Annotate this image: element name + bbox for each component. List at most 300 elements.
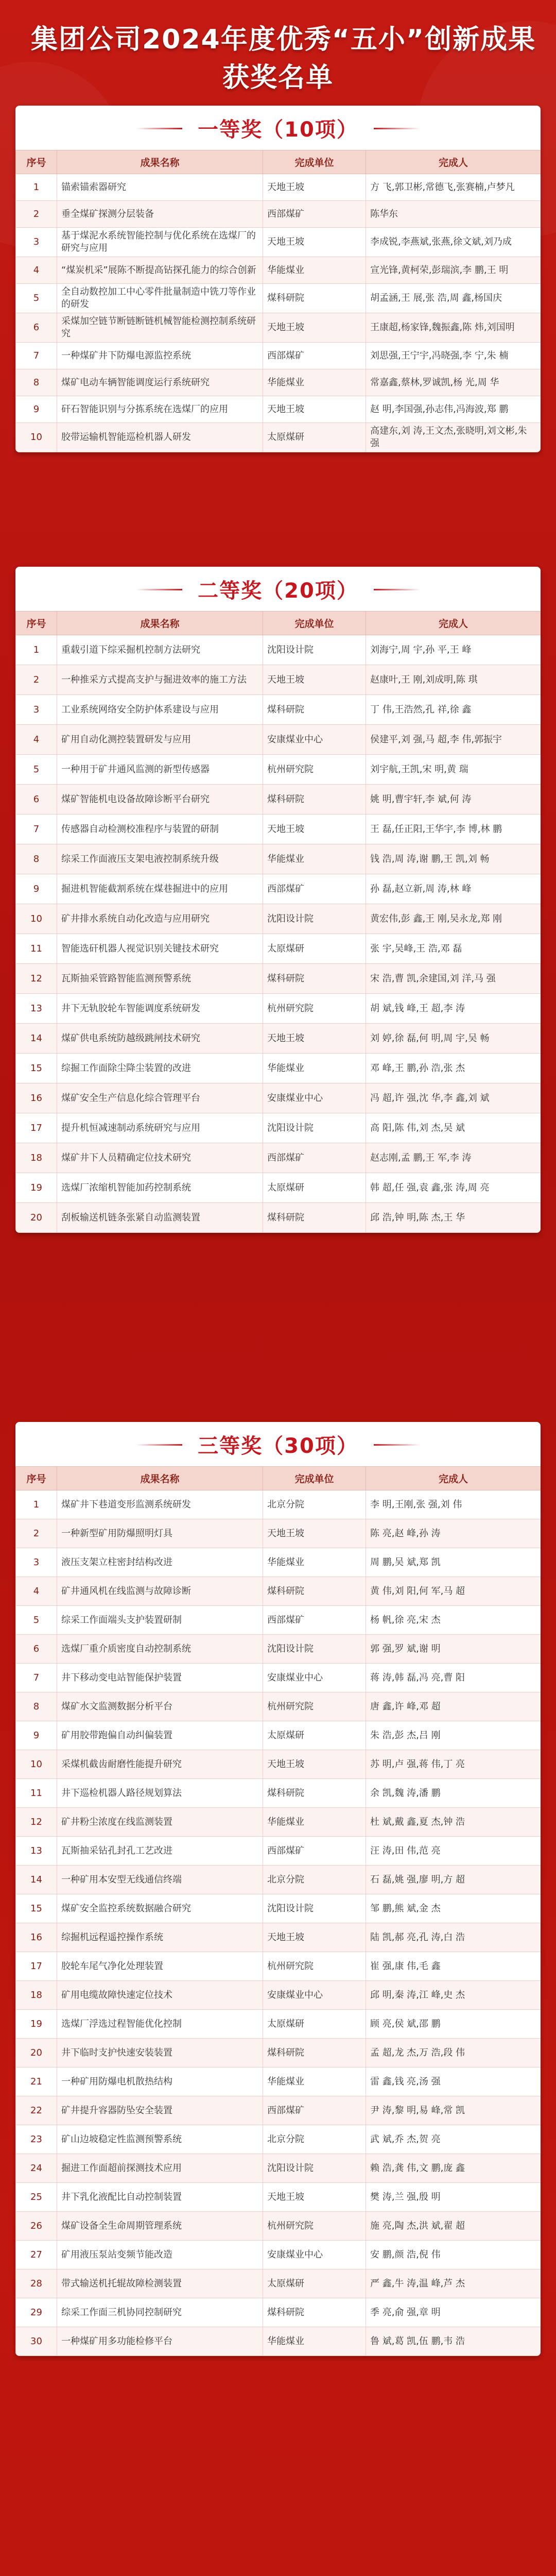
unit-name: 煤科研院	[263, 964, 366, 994]
achievement-name: 矿用液压泵站变频节能改造	[57, 2241, 263, 2269]
row-number: 2	[16, 665, 57, 695]
table-row	[16, 343, 541, 369]
team-members: 赵康叶,王 刚,刘成明,陈 琪	[366, 665, 541, 695]
achievement-name: 综掘工作面除尘降尘装置的改进	[57, 1054, 263, 1083]
unit-name: 天地王坡	[263, 815, 366, 844]
row-number: 4	[16, 1577, 57, 1606]
achievement-name: 采煤机截齿耐磨性能提升研究	[57, 1750, 263, 1779]
achievement-name: 传感器自动检测校准程序与装置的研制	[57, 815, 263, 844]
team-members: 石 磊,姚 强,廖 明,方 超	[366, 1866, 541, 1894]
row-number: 15	[16, 1054, 57, 1083]
achievement-name: 矿井排水系统自动化改造与应用研究	[57, 904, 263, 934]
unit-name: 太原煤研	[263, 2269, 366, 2298]
team-members: 赵 明,李国强,孙志伟,冯海波,郑 鹏	[366, 396, 541, 423]
team-members: 冯 超,许 强,沈 华,李 鑫,刘 斌	[366, 1083, 541, 1113]
achievement-name: 煤矿井下人员精确定位技术研究	[57, 1143, 263, 1173]
unit-name: 煤科研院	[263, 695, 366, 725]
row-number: 22	[16, 2096, 57, 2125]
team-members: 胡 斌,钱 峰,王 超,李 涛	[366, 994, 541, 1024]
team-members: 李成锐,李燕斌,张燕,徐文斌,刘乃成	[366, 228, 541, 257]
team-members: 邱 浩,钟 明,陈 杰,王 华	[366, 1203, 541, 1233]
achievement-name: 矿用胶带跑偏自动纠偏装置	[57, 1721, 263, 1750]
row-number: 15	[16, 1894, 57, 1923]
row-number: 10	[16, 423, 57, 452]
table-row	[16, 844, 541, 874]
achievement-name: 采煤加空链节断链断链机械智能检测控制系统研究	[57, 313, 263, 343]
achievement-name: 矿井通风机在线监测与故障诊断	[57, 1577, 263, 1606]
achievement-name: “煤炭机采”展陈不断提高钻探孔能力的综合创新	[57, 257, 263, 284]
team-members: 鲁 斌,葛 凯,伍 鹏,韦 浩	[366, 2327, 541, 2356]
team-members: 常嘉鑫,蔡林,罗诚凯,杨 光,周 华	[366, 369, 541, 396]
unit-name: 天地王坡	[263, 313, 366, 343]
unit-name: 西部煤矿	[263, 1837, 366, 1866]
unit-name: 太原煤研	[263, 1173, 366, 1203]
row-number: 30	[16, 2327, 57, 2356]
row-number: 8	[16, 844, 57, 874]
unit-name: 沈阳设计院	[263, 1894, 366, 1923]
unit-name: 太原煤研	[263, 423, 366, 452]
column-header-unit: 完成单位	[263, 1467, 366, 1490]
unit-name: 煤科研院	[263, 284, 366, 313]
team-members: 蒋 涛,韩 磊,冯 亮,曹 阳	[366, 1664, 541, 1692]
team-members: 尹 涛,黎 明,易 峰,常 凯	[366, 2096, 541, 2125]
row-number: 13	[16, 1837, 57, 1866]
team-members: 顾 亮,侯 斌,邵 鹏	[366, 2010, 541, 2039]
team-members: 汪 涛,田 伟,范 亮	[366, 1837, 541, 1866]
achievement-name: 井下乳化液配比自动控制装置	[57, 2183, 263, 2212]
table-row	[16, 934, 541, 964]
row-number: 14	[16, 1024, 57, 1054]
table-row	[16, 1894, 541, 1923]
team-members: 张 宇,吴峰,王 浩,邓 磊	[366, 934, 541, 964]
achievement-name: 瓦斯抽采管路智能监测预警系统	[57, 964, 263, 994]
achievement-name: 矸石智能识别与分拣系统在选煤厂的应用	[57, 396, 263, 423]
unit-name: 煤科研院	[263, 1577, 366, 1606]
table-row	[16, 1721, 541, 1750]
table-row	[16, 1143, 541, 1173]
achievement-name: 瓦斯抽采钻孔封孔工艺改进	[57, 1837, 263, 1866]
team-members: 孙 磊,赵立新,周 涛,林 峰	[366, 874, 541, 904]
section-header	[15, 567, 541, 611]
achievement-name: 综采工作面液压支架电液控制系统升级	[57, 844, 263, 874]
achievement-name: 一种用于矿井通风监测的新型传感器	[57, 755, 263, 785]
row-number: 25	[16, 2183, 57, 2212]
row-number: 28	[16, 2269, 57, 2298]
unit-name: 沈阳设计院	[263, 1635, 366, 1664]
table-row	[16, 1981, 541, 2010]
achievement-name: 选煤厂浮选过程智能优化控制	[57, 2010, 263, 2039]
table-row	[16, 1952, 541, 1981]
team-members: 朱 浩,彭 杰,吕 刚	[366, 1721, 541, 1750]
achievement-name: 煤矿安全生产信息化综合管理平台	[57, 1083, 263, 1113]
row-number: 18	[16, 1143, 57, 1173]
row-number: 16	[16, 1923, 57, 1952]
row-number: 18	[16, 1981, 57, 2010]
table-row	[16, 1779, 541, 1808]
team-members: 施 亮,陶 杰,洪 斌,翟 超	[366, 2212, 541, 2241]
unit-name: 沈阳设计院	[263, 1113, 366, 1143]
team-members: 崔 强,康 伟,毛 鑫	[366, 1952, 541, 1981]
table-row	[16, 1577, 541, 1606]
unit-name: 西部煤矿	[263, 1143, 366, 1173]
achievement-name: 综采工作面三机协同控制研究	[57, 2298, 263, 2327]
team-members: 黄宏伟,彭 鑫,王 刚,吴永龙,郑 刚	[366, 904, 541, 934]
unit-name: 安康煤业中心	[263, 2241, 366, 2269]
row-number: 5	[16, 755, 57, 785]
achievement-name: 掘进工作面超前探测技术应用	[57, 2154, 263, 2183]
team-members: 韩 超,任 强,袁 鑫,张 涛,周 亮	[366, 1173, 541, 1203]
row-number: 6	[16, 1635, 57, 1664]
unit-name: 西部煤矿	[263, 874, 366, 904]
row-number: 8	[16, 369, 57, 396]
table-row	[16, 396, 541, 423]
column-header-name: 成果名称	[57, 1467, 263, 1490]
team-members: 陈 亮,赵 峰,孙 涛	[366, 1519, 541, 1548]
column-header-unit: 完成单位	[263, 612, 366, 635]
achievement-name: 全自动数控加工中心零件批量制造中铣刀等作业的研发	[57, 284, 263, 313]
achievement-name: 垂全煤矿探测分层装备	[57, 201, 263, 228]
unit-name: 煤科研院	[263, 1203, 366, 1233]
achievement-name: 矿用电缆故障快速定位技术	[57, 1981, 263, 2010]
table-row	[16, 904, 541, 934]
row-number: 9	[16, 1721, 57, 1750]
team-members: 樊 涛,兰 强,殷 明	[366, 2183, 541, 2212]
unit-name: 沈阳设计院	[263, 635, 366, 665]
achievement-name: 液压支架立柱密封结构改进	[57, 1548, 263, 1577]
team-members: 李 明,王刚,张 强,刘 伟	[366, 1490, 541, 1519]
team-members: 丁 伟,王浩然,孔 祥,徐 鑫	[366, 695, 541, 725]
team-members: 王康超,杨家锋,魏振鑫,陈 炜,刘国明	[366, 313, 541, 343]
team-members: 宣光锋,黄柯荣,彭瑞滨,李 鹏,王 明	[366, 257, 541, 284]
team-members: 严 鑫,牛 涛,温 峰,芦 杰	[366, 2269, 541, 2298]
team-members: 陆 凯,郝 亮,孔 涛,白 浩	[366, 1923, 541, 1952]
achievement-name: 一种新型矿用防爆照明灯具	[57, 1519, 263, 1548]
row-number: 24	[16, 2154, 57, 2183]
table-row	[16, 1548, 541, 1577]
table-row	[16, 174, 541, 201]
table-row	[16, 2154, 541, 2183]
table-row	[16, 201, 541, 228]
row-number: 5	[16, 1606, 57, 1635]
team-members: 赖 浩,龚 伟,文 鹏,庞 鑫	[366, 2154, 541, 2183]
section-header	[15, 1422, 541, 1466]
achievement-name: 煤矿水文监测数据分析平台	[57, 1692, 263, 1721]
unit-name: 安康煤业中心	[263, 1083, 366, 1113]
achievement-name: 一种推采方式提高支护与掘进效率的施工方法	[57, 665, 263, 695]
achievement-name: 煤矿智能机电设备故障诊断平台研究	[57, 785, 263, 815]
unit-name: 安康煤业中心	[263, 725, 366, 755]
achievement-name: 矿用自动化测控装置研发与应用	[57, 725, 263, 755]
team-members: 钱 浩,周 涛,谢 鹏,王 凯,刘 畅	[366, 844, 541, 874]
section-title: 三等奖（30项）	[182, 1430, 374, 1459]
row-number: 1	[16, 635, 57, 665]
unit-name: 煤科研院	[263, 1779, 366, 1808]
unit-name: 华能煤业	[263, 1548, 366, 1577]
team-members: 胡孟涵,王 展,张 浩,周 鑫,杨国庆	[366, 284, 541, 313]
award-table	[15, 611, 541, 1233]
column-header-no: 序号	[16, 612, 57, 635]
column-header-no: 序号	[16, 1467, 57, 1490]
table-row	[16, 369, 541, 396]
team-members: 郭 强,罗 斌,谢 明	[366, 1635, 541, 1664]
table-row	[16, 815, 541, 844]
award-section	[15, 1422, 541, 2356]
row-number: 3	[16, 228, 57, 257]
achievement-name: 刮板输送机链条张紧自动监测装置	[57, 1203, 263, 1233]
table-row	[16, 1173, 541, 1203]
team-members: 刘海宁,周 宇,孙 平,王 峰	[366, 635, 541, 665]
table-row	[16, 2241, 541, 2269]
team-members: 黄 伟,刘 阳,何 军,马 超	[366, 1577, 541, 1606]
row-number: 5	[16, 284, 57, 313]
row-number: 11	[16, 934, 57, 964]
achievement-name: 重载引道下综采掘机控制方法研究	[57, 635, 263, 665]
unit-name: 杭州研究院	[263, 2212, 366, 2241]
achievement-name: 矿井粉尘浓度在线监测装置	[57, 1808, 263, 1837]
table-row	[16, 1606, 541, 1635]
team-members: 苏 明,卢 强,蒋 伟,丁 亮	[366, 1750, 541, 1779]
unit-name: 天地王坡	[263, 665, 366, 695]
achievement-name: 提升机恒减速制动系统研究与应用	[57, 1113, 263, 1143]
table-row	[16, 1024, 541, 1054]
team-members: 高建东,刘 涛,王文杰,张晓明,刘文彬,朱 强	[366, 423, 541, 452]
row-number: 2	[16, 1519, 57, 1548]
team-members: 孟 超,龙 杰,万 浩,段 伟	[366, 2039, 541, 2067]
unit-name: 杭州研究院	[263, 994, 366, 1024]
row-number: 7	[16, 343, 57, 369]
column-header-name: 成果名称	[57, 150, 263, 174]
row-number: 3	[16, 695, 57, 725]
unit-name: 安康煤业中心	[263, 1664, 366, 1692]
achievement-name: 矿井提升容器防坠安全装置	[57, 2096, 263, 2125]
row-number: 6	[16, 313, 57, 343]
achievement-name: 煤矿供电系统防越级跳闸技术研究	[57, 1024, 263, 1054]
table-row	[16, 1692, 541, 1721]
unit-name: 西部煤矿	[263, 343, 366, 369]
page-title-line2: 获奖名单	[222, 62, 334, 93]
achievement-name: 掘进机智能截割系统在煤巷掘进中的应用	[57, 874, 263, 904]
team-members: 杨 帆,徐 亮,宋 杰	[366, 1606, 541, 1635]
unit-name: 杭州研究院	[263, 1952, 366, 1981]
achievement-name: 一种煤矿井下防爆电源监控系统	[57, 343, 263, 369]
row-number: 26	[16, 2212, 57, 2241]
team-members: 赵志刚,孟 鹏,王 军,李 涛	[366, 1143, 541, 1173]
row-number: 20	[16, 1203, 57, 1233]
table-row	[16, 695, 541, 725]
unit-name: 华能煤业	[263, 1808, 366, 1837]
team-members: 高 阳,陈 伟,刘 杰,吴 斌	[366, 1113, 541, 1143]
unit-name: 北京分院	[263, 1490, 366, 1519]
achievement-name: 煤矿电动车辆智能调度运行系统研究	[57, 369, 263, 396]
table-row	[16, 1664, 541, 1692]
row-number: 6	[16, 785, 57, 815]
row-number: 4	[16, 725, 57, 755]
table-row	[16, 313, 541, 343]
unit-name: 煤科研院	[263, 785, 366, 815]
team-members: 邱 明,秦 涛,江 峰,史 杰	[366, 1981, 541, 2010]
table-row	[16, 1203, 541, 1233]
column-header-no: 序号	[16, 150, 57, 174]
unit-name: 煤科研院	[263, 2039, 366, 2067]
unit-name: 西部煤矿	[263, 2096, 366, 2125]
team-members: 邓 峰,王 鹏,孙 浩,张 杰	[366, 1054, 541, 1083]
achievement-name: 智能选矸机器人视觉识别关键技术研究	[57, 934, 263, 964]
row-number: 13	[16, 994, 57, 1024]
achievement-name: 胶带运输机智能巡检机器人研发	[57, 423, 263, 452]
unit-name: 华能煤业	[263, 844, 366, 874]
page-title-line1: 集团公司2024年度优秀“五小”创新成果	[31, 24, 536, 55]
team-members: 雷 鑫,钱 亮,汤 强	[366, 2067, 541, 2096]
row-number: 3	[16, 1548, 57, 1577]
achievement-name: 井下巡检机器人路径规划算法	[57, 1779, 263, 1808]
unit-name: 沈阳设计院	[263, 2154, 366, 2183]
unit-name: 天地王坡	[263, 396, 366, 423]
section-title: 二等奖（20项）	[182, 574, 374, 604]
row-number: 19	[16, 2010, 57, 2039]
table-row	[16, 284, 541, 313]
table-row	[16, 1750, 541, 1779]
table-header-row	[16, 150, 541, 174]
table-row	[16, 1519, 541, 1548]
achievement-name: 综掘机远程遥控操作系统	[57, 1923, 263, 1952]
row-number: 19	[16, 1173, 57, 1203]
unit-name: 华能煤业	[263, 257, 366, 284]
table-row	[16, 2039, 541, 2067]
achievement-name: 工业系统网络安全防护体系建设与应用	[57, 695, 263, 725]
table-row	[16, 2269, 541, 2298]
achievement-name: 煤矿安全监控系统数据融合研究	[57, 1894, 263, 1923]
row-number: 1	[16, 174, 57, 201]
team-members: 姚 明,曹宇轩,李 斌,何 涛	[366, 785, 541, 815]
achievement-name: 锚索锚索器研究	[57, 174, 263, 201]
team-members: 方 飞,郭卫彬,常德飞,张赛楠,卢梦凡	[366, 174, 541, 201]
table-row	[16, 1635, 541, 1664]
achievement-name: 胶轮车尾气净化处理装置	[57, 1952, 263, 1981]
row-number: 7	[16, 1664, 57, 1692]
team-members: 宋 浩,曹 凯,余建国,刘 洋,马 强	[366, 964, 541, 994]
table-row	[16, 2125, 541, 2154]
table-row	[16, 785, 541, 815]
column-header-name: 成果名称	[57, 612, 263, 635]
table-row	[16, 228, 541, 257]
section-header	[15, 106, 541, 150]
achievement-name: 煤矿设备全生命周期管理系统	[57, 2212, 263, 2241]
team-members: 安 鹏,颜 浩,倪 伟	[366, 2241, 541, 2269]
team-members: 唐 鑫,许 峰,邓 超	[366, 1692, 541, 1721]
table-row	[16, 2010, 541, 2039]
row-number: 10	[16, 1750, 57, 1779]
team-members: 侯建平,刘 强,马 超,李 伟,郭振宇	[366, 725, 541, 755]
row-number: 17	[16, 1113, 57, 1143]
table-row	[16, 2212, 541, 2241]
row-number: 16	[16, 1083, 57, 1113]
table-row	[16, 1113, 541, 1143]
team-members: 周 鹏,吴 斌,郑 凯	[366, 1548, 541, 1577]
achievement-name: 井下移动变电站智能保护装置	[57, 1664, 263, 1692]
table-row	[16, 1923, 541, 1952]
unit-name: 杭州研究院	[263, 1692, 366, 1721]
unit-name: 华能煤业	[263, 2067, 366, 2096]
row-number: 2	[16, 201, 57, 228]
row-number: 12	[16, 964, 57, 994]
table-row	[16, 423, 541, 452]
award-table	[15, 1466, 541, 2356]
row-number: 27	[16, 2241, 57, 2269]
row-number: 29	[16, 2298, 57, 2327]
unit-name: 北京分院	[263, 2125, 366, 2154]
unit-name: 华能煤业	[263, 369, 366, 396]
unit-name: 煤科研院	[263, 2298, 366, 2327]
unit-name: 太原煤研	[263, 934, 366, 964]
column-header-people: 完成人	[366, 612, 541, 635]
table-row	[16, 257, 541, 284]
award-section	[15, 106, 541, 452]
table-row	[16, 755, 541, 785]
row-number: 20	[16, 2039, 57, 2067]
table-row	[16, 725, 541, 755]
section-title: 一等奖（10项）	[182, 113, 374, 143]
team-members: 邹 鹏,熊 斌,金 杰	[366, 1894, 541, 1923]
column-header-people: 完成人	[366, 150, 541, 174]
unit-name: 华能煤业	[263, 2327, 366, 2356]
unit-name: 沈阳设计院	[263, 904, 366, 934]
team-members: 刘思强,王宁宇,冯晓强,李 宁,朱 楠	[366, 343, 541, 369]
team-members: 刘 婷,徐 磊,何 明,周 宇,吴 畅	[366, 1024, 541, 1054]
unit-name: 杭州研究院	[263, 755, 366, 785]
column-header-people: 完成人	[366, 1467, 541, 1490]
table-row	[16, 2183, 541, 2212]
unit-name: 天地王坡	[263, 2183, 366, 2212]
achievement-name: 选煤厂重介质密度自动控制系统	[57, 1635, 263, 1664]
achievement-name: 矿山边坡稳定性监测预警系统	[57, 2125, 263, 2154]
unit-name: 天地王坡	[263, 228, 366, 257]
table-row	[16, 1054, 541, 1083]
award-section	[15, 567, 541, 1233]
unit-name: 西部煤矿	[263, 201, 366, 228]
table-header-row	[16, 1467, 541, 1490]
unit-name: 天地王坡	[263, 174, 366, 201]
table-row	[16, 2327, 541, 2356]
table-row	[16, 1866, 541, 1894]
table-row	[16, 665, 541, 695]
achievement-name: 井下临时支护快速安装装置	[57, 2039, 263, 2067]
unit-name: 北京分院	[263, 1866, 366, 1894]
unit-name: 华能煤业	[263, 1054, 366, 1083]
row-number: 8	[16, 1692, 57, 1721]
row-number: 14	[16, 1866, 57, 1894]
unit-name: 太原煤研	[263, 1721, 366, 1750]
unit-name: 安康煤业中心	[263, 1981, 366, 2010]
table-row	[16, 1808, 541, 1837]
achievement-name: 一种煤矿用多功能检修平台	[57, 2327, 263, 2356]
achievement-name: 井下无轨胶轮车智能调度系统研发	[57, 994, 263, 1024]
table-row	[16, 2096, 541, 2125]
table-header-row	[16, 612, 541, 635]
row-number: 23	[16, 2125, 57, 2154]
award-table	[15, 150, 541, 452]
achievement-name: 一种矿用防爆电机散热结构	[57, 2067, 263, 2096]
row-number: 9	[16, 396, 57, 423]
table-row	[16, 994, 541, 1024]
row-number: 7	[16, 815, 57, 844]
unit-name: 西部煤矿	[263, 1606, 366, 1635]
table-row	[16, 1083, 541, 1113]
row-number: 4	[16, 257, 57, 284]
row-number: 10	[16, 904, 57, 934]
row-number: 21	[16, 2067, 57, 2096]
table-row	[16, 635, 541, 665]
team-members: 季 亮,俞 强,章 明	[366, 2298, 541, 2327]
